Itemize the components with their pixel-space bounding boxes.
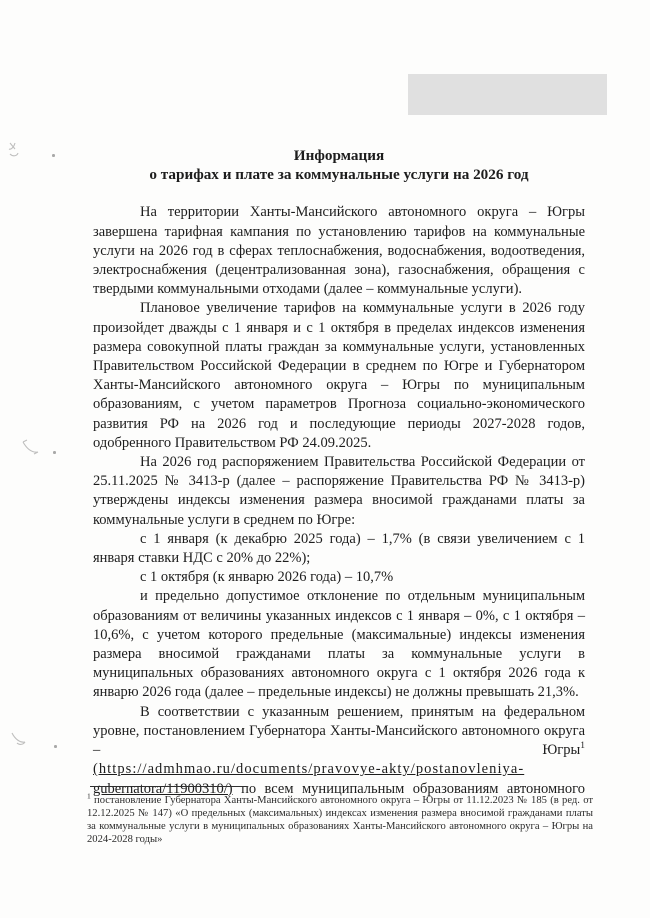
- paragraph-index-january: с 1 января (к декабрю 2025 года) – 1,7% (в связи увеличением с 1 января ставки НДС с 20% до 22%);: [93, 530, 585, 567]
- governor-resolution-link-line2[interactable]: gubernatora/11900310/): [93, 780, 233, 797]
- scan-artifact: [52, 154, 55, 157]
- redaction-box: [408, 74, 607, 115]
- paragraph-max-deviation: и предельно допустимое отклонение по отдельным муниципальным образованиям от величины указанных индексов с 1 января – 0%, с 1 октября – 10,6%, с учетом которого предельные (максимальные) индексы изменения размера вносимой гражданами платы за коммунальные услуги в муниципальных образованиях автономного округа с 1 октября 2026 года к январю 2026 года (далее – предельные индексы) не должны превышать 21,3%.: [93, 588, 585, 701]
- footnote-separator: [90, 786, 247, 787]
- document-title-line2: о тарифах и плате за коммунальные услуги на 2026 год: [149, 166, 529, 184]
- footnote-reference-mark: 1: [580, 741, 585, 752]
- paragraph-planned-increase: Плановое увеличение тарифов на коммунальные услуги в 2026 году произойдет дважды с 1 января и с 1 октября в пределах индексов изменения размера совокупной платы граждан за коммунальные услуги, установленных Правительством Российской Федерации в среднем по Югре и Губернатором Ханты-Мансийского автономного округа – Югры по муниципальным образованиям, с учетом параметров Прогноза социально-экономического развития РФ на 2026 год и последующие периоды 2027-2028 годов, одобренного Правительством РФ 24.09.2025.: [93, 300, 585, 451]
- resolution-text-after: по всем муниципальным образованиям автономного: [232, 780, 585, 797]
- document-title-line1: Информация: [293, 147, 385, 164]
- scan-artifact: [53, 451, 56, 454]
- resolution-text: В соответствии с указанным решением, принятым на федеральном уровне, постановлением Губернатора Ханты-Мансийского автономного округа – Югры: [93, 703, 585, 759]
- scan-artifact: [20, 436, 46, 462]
- scan-artifact: [8, 729, 32, 755]
- paragraph-rf-order: На 2026 год распоряжением Правительства Российской Федерации от 25.11.2025 № 3413-р (далее – распоряжение Правительства РФ № 3413-р) утверждены индексы изменения размера вносимой гражданами платы за коммунальные услуги в среднем по Югре:: [93, 454, 585, 528]
- paragraph-governor-resolution: [93, 703, 585, 799]
- paragraph-tariff-campaign: На территории Ханты-Мансийского автономного округа – Югры завершена тарифная кампания по установлению тарифов на коммунальные услуги на 2026 год в сферах теплоснабжения, водоснабжения, водоотведения, электроснабжения (децентрализованная зона), газоснабжения, обращения с твердыми коммунальными отходами (далее – коммунальные услуги).: [93, 204, 585, 298]
- document-title: [93, 146, 585, 184]
- governor-resolution-link-line1[interactable]: (https://admhmao.ru/documents/pravovye-akty/postanovleniya-: [93, 761, 525, 778]
- scan-artifact: [54, 745, 57, 748]
- scan-artifact: [6, 141, 30, 163]
- document-body: [93, 146, 585, 799]
- footnote-text: постановление Губернатора Ханты-Мансийского автономного округа – Югры от 11.12.2023 № 185 (в ред. от 12.12.2025 № 147) «О предельных (максимальных) индексах изменения размера вносимой гражданами платы за коммунальные услуги в муниципальных образованиях Ханты-Мансийского автономного округа – Югры на 2024-2028 годы»: [87, 795, 593, 845]
- footnote-marker: 1: [87, 791, 91, 801]
- paragraph-index-october: с 1 октября (к январю 2026 года) – 10,7%: [140, 569, 394, 586]
- footnote: [87, 791, 593, 846]
